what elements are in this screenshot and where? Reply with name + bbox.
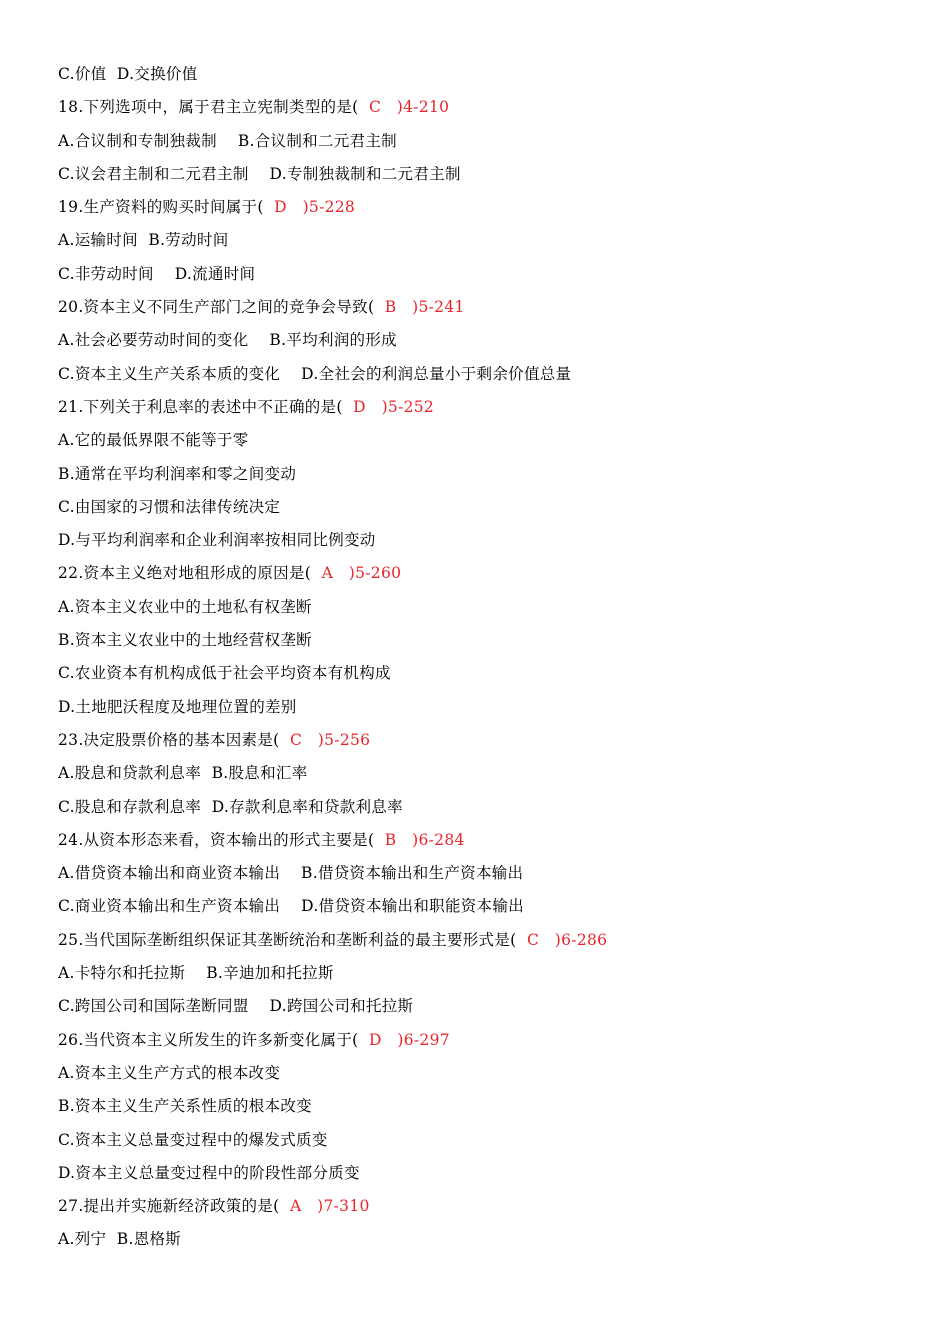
option-line: [58, 227, 918, 260]
line-text: C.价值 D.交换价值: [58, 65, 198, 83]
line-text: C.资本主义总量变过程中的爆发式质变: [58, 1130, 328, 1149]
line-text: A.资本主义农业中的土地私有权垄断: [58, 597, 312, 616]
line-text: 24.从资本形态来看，资本输出的形式主要是(: [58, 830, 375, 849]
answer-key: D )5-228: [263, 198, 356, 217]
line-text: A.合议制和专制独裁制 B.合议制和二元君主制: [58, 131, 397, 150]
answer-key: B )5-241: [374, 298, 465, 317]
option-line: [58, 627, 918, 660]
question-line: [58, 94, 918, 127]
option-line: [58, 1127, 918, 1160]
answer-key: C )6-286: [516, 930, 608, 949]
line-text: C.由国家的习惯和法律传统决定: [58, 497, 281, 516]
option-line: [58, 494, 918, 527]
option-line: [58, 261, 918, 294]
option-line: [58, 327, 918, 360]
line-text: C.非劳动时间 D.流通时间: [58, 264, 256, 283]
option-line: [58, 660, 918, 693]
line-text: 26.当代资本主义所发生的许多新变化属于(: [58, 1030, 359, 1049]
answer-key: A )7-310: [279, 1197, 370, 1216]
line-text: B.通常在平均利润率和零之间变动: [58, 464, 297, 483]
question-line: [58, 727, 918, 760]
line-text: 27.提出并实施新经济政策的是(: [58, 1197, 280, 1216]
document-body: [58, 61, 918, 1260]
line-text: 22.资本主义绝对地租形成的原因是(: [58, 564, 312, 583]
line-text: 18.下列选项中，属于君主立宪制类型的是(: [58, 98, 359, 117]
line-text: C.资本主义生产关系本质的变化 D.全社会的利润总量小于剩余价值总量: [58, 364, 572, 383]
answer-key: C )4-210: [358, 98, 450, 117]
line-text: A.借贷资本输出和商业资本输出 B.借贷资本输出和生产资本输出: [58, 864, 524, 883]
option-line: [58, 161, 918, 194]
line-text: A.资本主义生产方式的根本改变: [58, 1063, 281, 1082]
line-text: C.股息和存款利息率 D.存款利息率和贷款利息率: [58, 797, 403, 816]
option-line: [58, 1160, 918, 1193]
line-text: A.股息和贷款利息率 B.股息和汇率: [58, 764, 308, 783]
option-line: [58, 760, 918, 793]
line-text: D.资本主义总量变过程中的阶段性部分质变: [58, 1163, 360, 1182]
option-line: [58, 61, 918, 94]
answer-key: B )6-284: [374, 830, 465, 849]
answer-key: D )6-297: [358, 1030, 450, 1049]
question-line: [58, 560, 918, 593]
option-line: [58, 427, 918, 460]
line-text: C.跨国公司和国际垄断同盟 D.跨国公司和托拉斯: [58, 997, 414, 1016]
option-line: [58, 527, 918, 560]
answer-key: A )5-260: [311, 564, 402, 583]
question-line: [58, 927, 918, 960]
line-text: 23.决定股票价格的基本因素是(: [58, 730, 280, 749]
question-line: [58, 827, 918, 860]
line-text: C.农业资本有机构成低于社会平均资本有机构成: [58, 664, 391, 683]
line-text: 19.生产资料的购买时间属于(: [58, 198, 264, 217]
option-line: [58, 128, 918, 161]
answer-key: D )5-252: [342, 397, 435, 416]
option-line: [58, 993, 918, 1026]
option-line: [58, 1226, 918, 1259]
option-line: [58, 461, 918, 494]
option-line: [58, 794, 918, 827]
line-text: C.商业资本输出和生产资本输出 D.借贷资本输出和职能资本输出: [58, 897, 524, 916]
question-line: [58, 294, 918, 327]
option-line: [58, 694, 918, 727]
line-text: A.列宁 B.恩格斯: [58, 1230, 182, 1249]
line-text: D.土地肥沃程度及地理位置的差别: [58, 697, 297, 716]
line-text: 20.资本主义不同生产部门之间的竞争会导致(: [58, 298, 375, 317]
question-line: [58, 1027, 918, 1060]
option-line: [58, 1060, 918, 1093]
question-line: [58, 394, 918, 427]
option-line: [58, 361, 918, 394]
line-text: B.资本主义生产关系性质的根本改变: [58, 1097, 312, 1116]
question-line: [58, 1193, 918, 1226]
line-text: A.卡特尔和托拉斯 B.辛迪加和托拉斯: [58, 964, 334, 983]
line-text: A.运输时间 B.劳动时间: [58, 231, 229, 250]
line-text: C.议会君主制和二元君主制 D.专制独裁制和二元君主制: [58, 164, 461, 183]
option-line: [58, 960, 918, 993]
option-line: [58, 1093, 918, 1126]
option-line: [58, 594, 918, 627]
line-text: 25.当代国际垄断组织保证其垄断统治和垄断利益的最主要形式是(: [58, 930, 517, 949]
answer-key: C )5-256: [279, 730, 371, 749]
line-text: A.社会必要劳动时间的变化 B.平均利润的形成: [58, 331, 397, 350]
option-line: [58, 860, 918, 893]
question-line: [58, 194, 918, 227]
line-text: B.资本主义农业中的土地经营权垄断: [58, 631, 312, 650]
option-line: [58, 893, 918, 926]
line-text: D.与平均利润率和企业利润率按相同比例变动: [58, 531, 376, 550]
line-text: A.它的最低界限不能等于零: [58, 431, 249, 450]
line-text: 21.下列关于利息率的表述中不正确的是(: [58, 397, 343, 416]
